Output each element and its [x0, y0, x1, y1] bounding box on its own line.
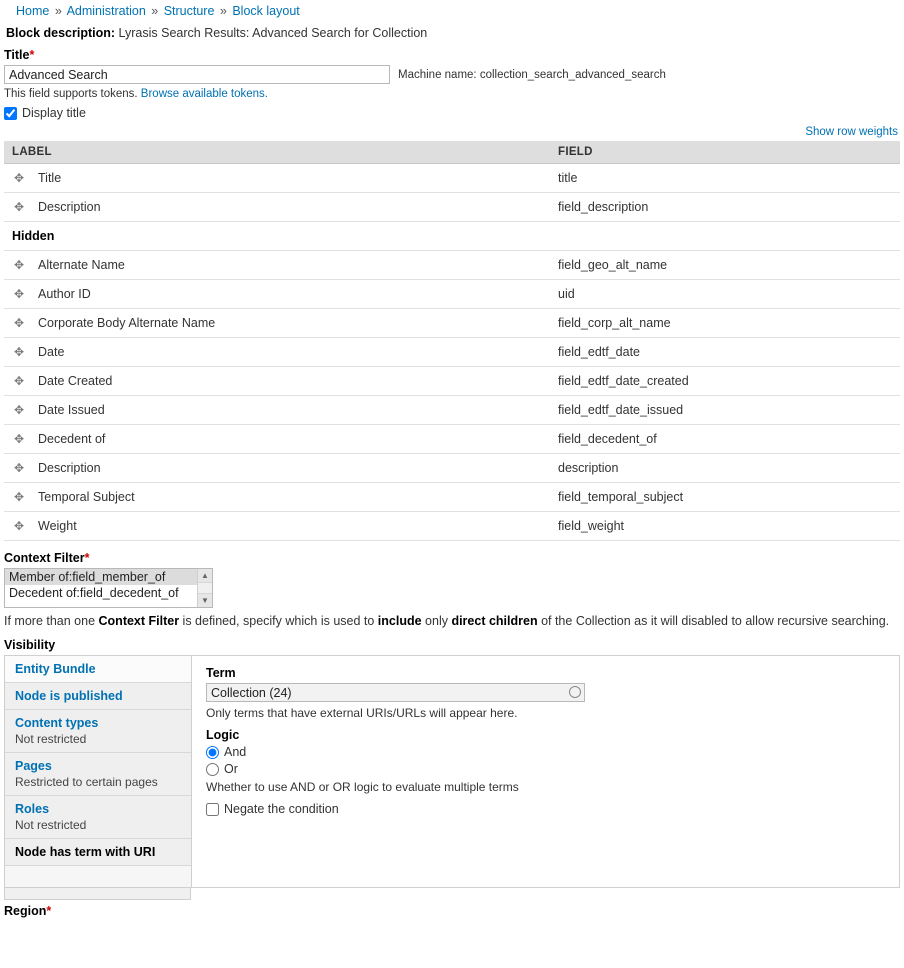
scroll-down-icon[interactable]: ▼	[198, 593, 212, 607]
row-label-cell	[4, 512, 550, 541]
field-label: Decedent of	[38, 432, 106, 446]
row-label-cell	[4, 425, 550, 454]
table-header-row	[4, 141, 900, 164]
logic-help-text: Whether to use AND or OR logic to evaluate multiple terms	[206, 780, 519, 794]
drag-handle-icon[interactable]: ✥	[13, 374, 25, 388]
table-row[interactable]	[4, 251, 900, 280]
logic-label: Logic	[206, 728, 240, 742]
vertical-tab-title: Content types	[15, 716, 99, 730]
field-label: Temporal Subject	[38, 490, 135, 504]
block-description-value: Lyrasis Search Results: Advanced Search for Collection	[118, 26, 428, 40]
field-machine-name: field_geo_alt_name	[550, 251, 900, 280]
visibility-heading: Visibility	[4, 638, 56, 652]
logic-option-or-label: Or	[224, 762, 238, 776]
title-required-marker: *	[29, 48, 35, 62]
block-description	[4, 20, 900, 42]
field-machine-name: field_decedent_of	[550, 425, 900, 454]
row-label-cell	[4, 251, 550, 280]
display-title-checkbox[interactable]	[4, 107, 17, 120]
row-label-cell	[4, 367, 550, 396]
breadcrumb-item-administration[interactable]: Administration	[66, 4, 146, 18]
drag-handle-icon[interactable]: ✥	[13, 403, 25, 417]
field-machine-name: field_temporal_subject	[550, 483, 900, 512]
vertical-tab-title: Node is published	[15, 689, 123, 703]
context-filter-required-marker: *	[84, 551, 90, 565]
breadcrumb-separator: »	[219, 4, 227, 18]
drag-handle-icon[interactable]: ✥	[13, 432, 25, 446]
region-label	[4, 904, 900, 918]
field-label: Description	[38, 200, 101, 214]
field-machine-name: field_edtf_date_created	[550, 367, 900, 396]
help-part-b: Context Filter	[98, 614, 180, 628]
vertical-tab-node-has-term-with-uri[interactable]	[5, 839, 191, 866]
term-label: Term	[206, 666, 236, 680]
vertical-tab-summary: Restricted to certain pages	[15, 775, 158, 789]
table-row[interactable]	[4, 280, 900, 309]
breadcrumb-separator: »	[151, 4, 159, 18]
region-row-label: Hidden	[4, 222, 550, 251]
context-filter-listbox[interactable]	[4, 568, 213, 608]
vertical-tab-entity-bundle[interactable]	[5, 656, 191, 683]
vertical-tab-title: Roles	[15, 802, 50, 816]
field-machine-name: uid	[550, 280, 900, 309]
field-label: Date	[38, 345, 65, 359]
display-title-row[interactable]	[4, 106, 900, 120]
row-label-cell	[4, 280, 550, 309]
field-label: Alternate Name	[38, 258, 125, 272]
vertical-tab-summary: Not restricted	[15, 818, 87, 832]
vertical-tab-title: Node has term with URI	[15, 845, 156, 859]
row-label-cell	[4, 193, 550, 222]
vertical-tab-title: Entity Bundle	[15, 662, 96, 676]
show-row-weights-row	[4, 126, 900, 138]
table-row[interactable]	[4, 367, 900, 396]
vertical-tab-pages[interactable]	[5, 753, 191, 796]
table-row[interactable]	[4, 512, 900, 541]
breadcrumb-item-structure[interactable]: Structure	[163, 4, 215, 18]
table-row[interactable]	[4, 425, 900, 454]
vertical-tab-summary: Not restricted	[15, 732, 87, 746]
field-label: Title	[38, 171, 62, 185]
visibility-panel	[191, 655, 900, 888]
row-label-cell	[4, 164, 550, 193]
row-label-cell	[4, 483, 550, 512]
help-part-e: only	[421, 614, 452, 628]
display-title-label: Display title	[22, 106, 86, 120]
context-filter-label-text: Context Filter	[4, 551, 85, 565]
visibility-section	[4, 655, 900, 888]
field-machine-name: field_edtf_date	[550, 338, 900, 367]
field-label: Description	[38, 461, 101, 475]
vertical-tab-node-is-published[interactable]	[5, 683, 191, 710]
breadcrumb-item-home[interactable]: Home	[16, 4, 50, 18]
table-row[interactable]	[4, 164, 900, 193]
row-label-cell	[4, 396, 550, 425]
scroll-up-icon[interactable]: ▲	[198, 569, 212, 583]
term-input-wrap	[206, 683, 585, 702]
context-filter-help	[4, 614, 900, 628]
term-help-text: Only terms that have external URIs/URLs will appear here.	[206, 706, 518, 720]
row-label-cell	[4, 338, 550, 367]
field-label: Author ID	[38, 287, 91, 301]
column-header-label: LABEL	[4, 141, 550, 164]
tokens-help	[4, 88, 900, 100]
drag-handle-icon[interactable]: ✥	[13, 258, 25, 272]
logic-option-and-label: And	[224, 745, 247, 759]
table-row[interactable]	[4, 396, 900, 425]
drag-handle-icon[interactable]: ✥	[13, 461, 25, 475]
region-required-marker: *	[46, 904, 52, 918]
table-row[interactable]	[4, 483, 900, 512]
negate-condition-row[interactable]	[206, 802, 885, 816]
field-machine-name: title	[550, 164, 900, 193]
vertical-tabs-scroll-stub	[4, 888, 191, 900]
row-label-cell	[4, 309, 550, 338]
vertical-tab-content-types[interactable]	[5, 710, 191, 753]
table-region-row-hidden	[4, 222, 900, 251]
breadcrumb	[4, 0, 900, 20]
drag-handle-icon[interactable]: ✥	[13, 316, 25, 330]
context-filter-option-decedent-of[interactable]: Decedent of:field_decedent_of	[9, 586, 179, 600]
help-part-f: direct children	[451, 614, 538, 628]
drag-handle-icon[interactable]: ✥	[13, 287, 25, 301]
field-machine-name: field_description	[550, 193, 900, 222]
negate-condition-label: Negate the condition	[224, 802, 339, 816]
field-label: Weight	[38, 519, 77, 533]
field-machine-name: field_weight	[550, 512, 900, 541]
logic-radio-or[interactable]	[206, 763, 219, 776]
fields-table	[4, 141, 900, 541]
help-part-c: is defined, specify which is used to	[179, 614, 378, 628]
browse-tokens-link[interactable]: Browse available tokens.	[140, 88, 269, 100]
negate-condition-checkbox[interactable]	[206, 803, 219, 816]
block-description-label: Block description:	[6, 26, 116, 40]
logic-option-or[interactable]	[206, 762, 885, 776]
vertical-tab-roles[interactable]	[5, 796, 191, 839]
drag-handle-icon[interactable]: ✥	[13, 345, 25, 359]
field-label: Date Created	[38, 374, 113, 388]
show-row-weights-link[interactable]: Show row weights	[805, 126, 898, 138]
table-row[interactable]	[4, 338, 900, 367]
context-filter-scrollbar[interactable]	[197, 569, 212, 607]
drag-handle-icon[interactable]: ✥	[13, 490, 25, 504]
title-label-text: Title	[4, 48, 30, 62]
row-label-cell	[4, 454, 550, 483]
fields-table-body	[4, 164, 900, 541]
help-part-a: If more than one	[4, 614, 99, 628]
drag-handle-icon[interactable]: ✥	[13, 171, 25, 185]
context-filter-option-member-of[interactable]: Member of:field_member_of	[5, 569, 212, 585]
field-machine-name: description	[550, 454, 900, 483]
visibility-vertical-tabs	[4, 655, 191, 888]
field-machine-name: field_edtf_date_issued	[550, 396, 900, 425]
autocomplete-throbber-icon	[569, 686, 581, 698]
breadcrumb-item-block-layout[interactable]: Block layout	[232, 4, 300, 18]
region-row-empty	[550, 222, 900, 251]
tokens-help-text: This field supports tokens.	[4, 88, 138, 100]
logic-radio-and[interactable]	[206, 746, 219, 759]
title-input[interactable]	[4, 65, 390, 84]
title-field-label	[4, 48, 900, 62]
drag-handle-icon[interactable]: ✥	[13, 519, 25, 533]
title-row	[4, 65, 900, 84]
vertical-tab-title: Pages	[15, 759, 52, 773]
field-label: Date Issued	[38, 403, 105, 417]
help-part-d: include	[377, 614, 422, 628]
term-autocomplete-input[interactable]	[206, 683, 585, 702]
help-part-g: of the Collection as it will disabled to allow recursive searching.	[537, 614, 890, 628]
table-row[interactable]	[4, 454, 900, 483]
table-row[interactable]	[4, 309, 900, 338]
breadcrumb-separator: »	[54, 4, 62, 18]
machine-name-text: Machine name: collection_search_advanced_search	[398, 68, 666, 81]
drag-handle-icon[interactable]: ✥	[13, 200, 25, 214]
field-machine-name: field_corp_alt_name	[550, 309, 900, 338]
context-filter-label	[4, 551, 900, 565]
logic-option-and[interactable]	[206, 745, 885, 759]
table-row[interactable]	[4, 193, 900, 222]
field-label: Corporate Body Alternate Name	[38, 316, 216, 330]
region-label-text: Region	[4, 904, 47, 918]
column-header-field: FIELD	[550, 141, 900, 164]
